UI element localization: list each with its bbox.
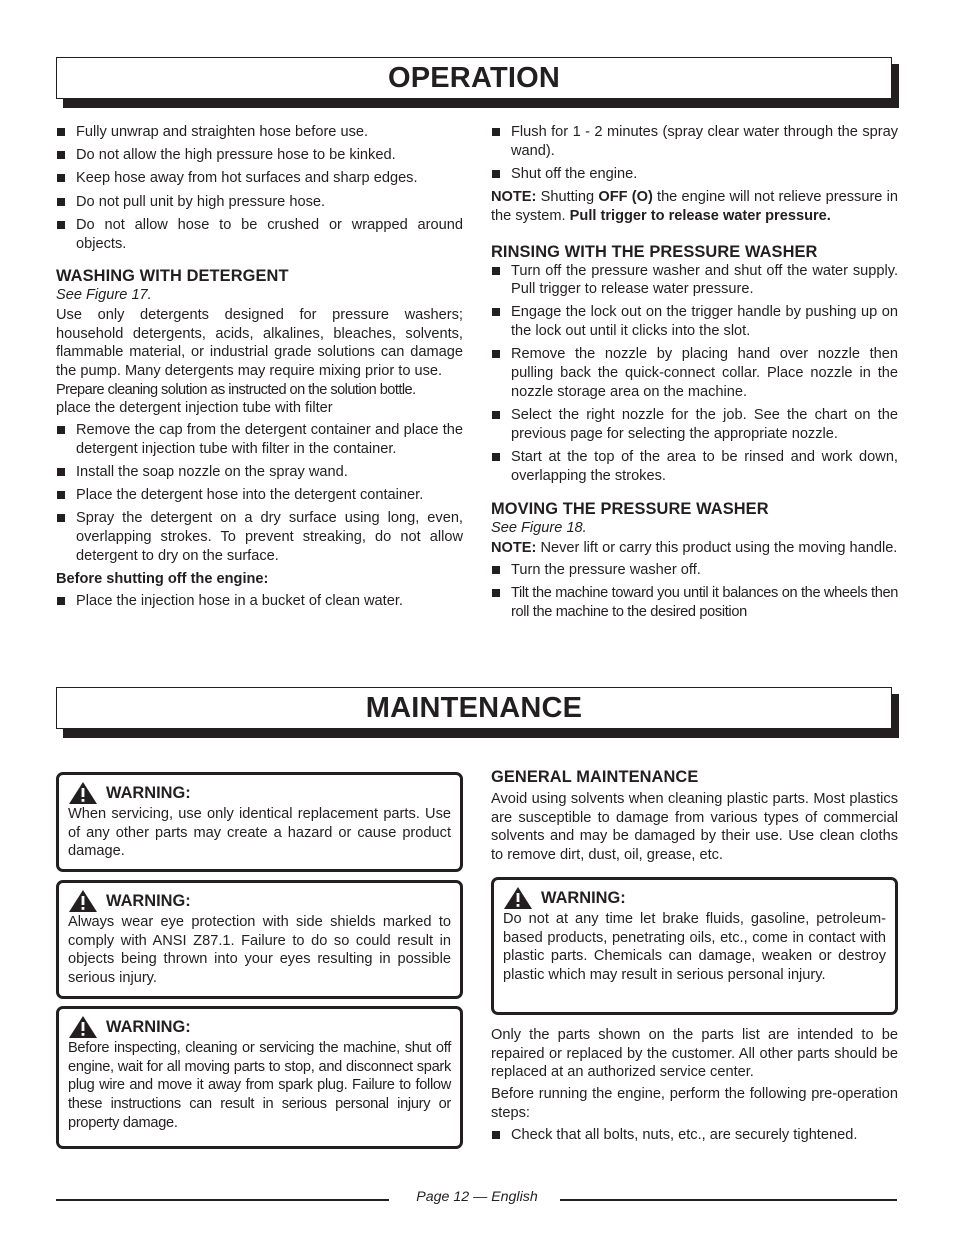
flush-bullets bbox=[491, 123, 898, 184]
list-item: Tilt the machine toward you until it balances on the wheels then roll the machine to the desired position bbox=[491, 584, 898, 621]
off-label: OFF (O) bbox=[598, 189, 653, 206]
maintenance-banner bbox=[56, 687, 892, 729]
moving-heading: MOVING THE PRESSURE WASHER bbox=[491, 500, 769, 519]
engine-note bbox=[491, 188, 898, 225]
before-shutting-label: Before shutting off the engine: bbox=[56, 571, 269, 588]
warning-text: Before inspecting, cleaning or servicing the machine, shut off engine, wait for all moving parts to stop, and disconnect spark plug wire and move it away from spark plug. Failure to follow these instructions can result in serious personal injury or property damage. bbox=[68, 1040, 451, 1131]
note-label: NOTE: bbox=[491, 539, 537, 556]
warning-title: WARNING: bbox=[106, 891, 191, 910]
note-emphasis: Pull trigger to release water pressure. bbox=[569, 207, 831, 224]
warning-text: When servicing, use only identical replacement parts. Use of any other parts may create a hazard or cause product damage. bbox=[68, 806, 451, 860]
warning-box-servicing bbox=[56, 1006, 463, 1149]
figure-reference: See Figure 17. bbox=[56, 287, 152, 304]
general-maintenance-paragraph: Avoid using solvents when cleaning plastic parts. Most plastics are susceptible to damage from various types of commercial solvents and may be damaged by their use. Use clean cloths to remove dirt, dust, oil, grease, etc. bbox=[491, 791, 898, 864]
warning-box-plastic-parts bbox=[491, 877, 898, 1015]
operation-left-column bbox=[56, 123, 463, 615]
list-item: Remove the cap from the detergent container and place the detergent injection tube with filter in the container. bbox=[56, 421, 463, 458]
warning-header bbox=[68, 889, 451, 913]
washing-paragraph-place: place the detergent injection tube with filter bbox=[56, 400, 333, 417]
list-item: Remove the nozzle by placing hand over nozzle then pulling back the quick-connect collar. Place nozzle in the nozzle storage area on the machine. bbox=[491, 345, 898, 401]
list-item: Turn off the pressure washer and shut off the water supply. Pull trigger to release water pressure. bbox=[491, 262, 898, 299]
maintenance-right-lower bbox=[491, 1026, 898, 1149]
warning-triangle-icon bbox=[503, 886, 533, 910]
list-item: Turn the pressure washer off. bbox=[491, 561, 898, 580]
washing-heading: WASHING WITH DETERGENT bbox=[56, 267, 289, 286]
list-item: Engage the lock out on the trigger handle by pushing up on the lock out until it clicks into the slot. bbox=[491, 303, 898, 340]
warning-header bbox=[68, 1015, 451, 1039]
washing-bullets bbox=[56, 421, 463, 565]
list-item: Do not allow hose to be crushed or wrapped around objects. bbox=[56, 216, 463, 253]
note-label: NOTE: bbox=[491, 189, 537, 206]
operation-title: OPERATION bbox=[387, 62, 561, 94]
maintenance-title: MAINTENANCE bbox=[365, 692, 583, 724]
warning-triangle-icon bbox=[68, 1015, 98, 1039]
figure-reference: See Figure 18. bbox=[491, 520, 587, 537]
list-item: Install the soap nozzle on the spray wand. bbox=[56, 463, 463, 482]
list-item: Do not pull unit by high pressure hose. bbox=[56, 193, 463, 212]
note-text: Shutting bbox=[536, 189, 599, 206]
rinsing-heading: RINSING WITH THE PRESSURE WASHER bbox=[491, 242, 818, 261]
rinsing-bullets bbox=[491, 262, 898, 486]
list-item: Check that all bolts, nuts, etc., are securely tightened. bbox=[491, 1126, 898, 1145]
warning-text: Always wear eye protection with side shields marked to comply with ANSI Z87.1. Failure to do so could result in objects being thrown into your eyes resulting in possible serious injury. bbox=[68, 914, 451, 987]
list-item: Keep hose away from hot surfaces and sharp edges. bbox=[56, 169, 463, 188]
warning-title: WARNING: bbox=[106, 1017, 191, 1036]
warning-header bbox=[503, 886, 886, 910]
note-text: Never lift or carry this product using the moving handle. bbox=[536, 539, 898, 556]
list-item: Do not allow the high pressure hose to be kinked. bbox=[56, 146, 463, 165]
washing-paragraph-prepare: Prepare cleaning solution as instructed on the solution bottle. bbox=[56, 381, 416, 398]
warning-header bbox=[68, 781, 451, 805]
pre-operation-bullets bbox=[491, 1126, 898, 1145]
list-item: Place the detergent hose into the detergent container. bbox=[56, 486, 463, 505]
warning-title: WARNING: bbox=[541, 888, 626, 907]
warning-box-eye-protection bbox=[56, 880, 463, 999]
list-item: Spray the detergent on a dry surface using long, even, overlapping strokes. To prevent streaking, do not allow detergent to dry on the surface. bbox=[56, 509, 463, 565]
list-item: Select the right nozzle for the job. See the chart on the previous page for selecting the appropriate nozzle. bbox=[491, 406, 898, 443]
before-shutting-bullets bbox=[56, 592, 463, 611]
operation-banner bbox=[56, 57, 892, 99]
list-item: Shut off the engine. bbox=[491, 165, 898, 184]
general-maintenance-heading: GENERAL MAINTENANCE bbox=[491, 768, 699, 786]
note-text: the engine will not relieve pressure in the system. bbox=[491, 189, 898, 224]
maintenance-right-column bbox=[491, 767, 898, 868]
list-item: Fully unwrap and straighten hose before use. bbox=[56, 123, 463, 142]
parts-paragraph: Only the parts shown on the parts list are intended to be repaired or replaced by the customer. All other parts should be replaced at an authorized service center. bbox=[491, 1027, 898, 1081]
warning-box-replacement-parts bbox=[56, 772, 463, 872]
warning-text: Do not at any time let brake fluids, gasoline, petroleum-based products, penetrating oils, etc., come in contact with plastic parts. Chemicals can damage, weaken or destroy plastic which may result in serious personal injury. bbox=[503, 911, 886, 984]
operation-right-column bbox=[491, 123, 898, 626]
moving-note bbox=[491, 539, 898, 558]
warning-triangle-icon bbox=[68, 781, 98, 805]
warning-title: WARNING: bbox=[106, 783, 191, 802]
list-item: Start at the top of the area to be rinsed and work down, overlapping the strokes. bbox=[491, 448, 898, 485]
list-item: Flush for 1 - 2 minutes (spray clear water through the spray wand). bbox=[491, 123, 898, 160]
washing-paragraph: Use only detergents designed for pressure washers; household detergents, acids, alkalines, bleaches, solvents, flammable material, or industrial grade solutions can damage the pump. Many detergents may require mixing prior to use. bbox=[56, 306, 463, 380]
list-item: Place the injection hose in a bucket of clean water. bbox=[56, 592, 463, 611]
page-number: Page 12 — English bbox=[416, 1189, 538, 1205]
moving-bullets bbox=[491, 561, 898, 622]
pre-operation-paragraph: Before running the engine, perform the following pre-operation steps: bbox=[491, 1086, 898, 1121]
hose-bullets bbox=[56, 123, 463, 253]
warning-triangle-icon bbox=[68, 889, 98, 913]
